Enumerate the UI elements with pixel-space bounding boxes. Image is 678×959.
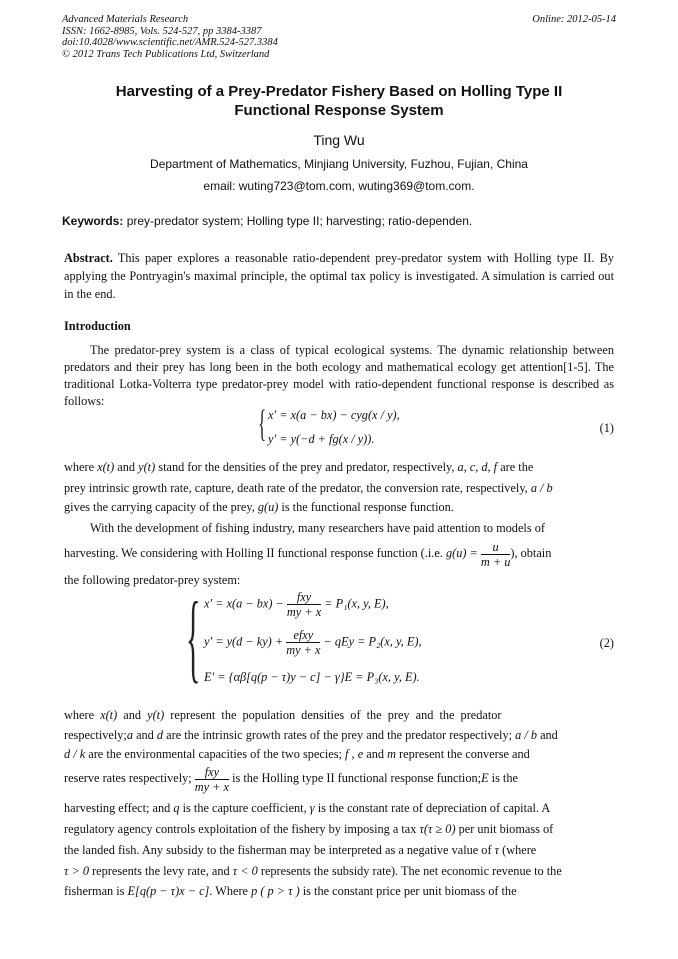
var-tau: τ <box>494 843 500 857</box>
dev-line-1: With the development of fishing industry, many researchers have paid attention to models of <box>90 521 545 535</box>
issn-line: ISSN: 1662-8985, Vols. 524-527, pp 3384-3387 <box>62 25 262 37</box>
text: fisherman is <box>64 884 125 898</box>
var-p: p <box>251 884 258 898</box>
eq2-number: (2) <box>599 636 614 650</box>
text: y′ = y(d − ky) + <box>204 634 284 649</box>
fraction <box>195 765 229 794</box>
text: . Where <box>209 884 249 898</box>
text: and <box>123 708 142 722</box>
author-email: email: wuting723@tom.com, wuting369@tom.com. <box>203 179 475 193</box>
text: the landed fish. Any subsidy to the fisherman may be interpreted as a negative value of <box>64 843 492 857</box>
eq1-line-2: y′ = y(−d + fg(x / y)). <box>268 432 375 446</box>
eq1-line-1: x′ = x(a − bx) − cyg(x / y), <box>268 408 400 422</box>
vars: a, c, d, f <box>457 460 498 474</box>
text: reserve rates respectively; <box>64 771 192 785</box>
text: is the <box>491 771 518 785</box>
journal-name: Advanced Materials Research <box>62 14 189 25</box>
var-gu: g(u) <box>257 500 279 514</box>
eq2-line-1 <box>204 590 389 619</box>
var-q: q <box>173 801 180 815</box>
text: and <box>117 460 136 474</box>
eq2-explanation-line-9 <box>64 882 614 900</box>
denominator: my + x <box>286 605 322 619</box>
eq2-brace: { <box>186 581 201 692</box>
affiliation: Department of Mathematics, Minjiang University, Fuzhou, Fujian, China <box>150 157 528 171</box>
var-gamma: γ <box>309 801 315 815</box>
text: (where <box>502 843 537 857</box>
journal-header <box>62 14 616 60</box>
text: represent the population densities of the prey and the predator <box>170 708 502 722</box>
var-tau-neg: τ < 0 <box>232 864 258 878</box>
paper-title <box>62 82 616 120</box>
text: and <box>366 747 384 761</box>
text: per unit biomass of <box>458 822 554 836</box>
abstract-label: Abstract. <box>64 251 113 265</box>
text: are the environmental capacities of the two species; <box>88 747 342 761</box>
text: and <box>136 728 154 742</box>
text: represents the subsidy rate). The net economic revenue to the <box>260 864 562 878</box>
fraction <box>287 590 321 619</box>
numerator: fxy <box>287 590 321 605</box>
doi-line: doi:10.4028/www.scientific.net/AMR.524-527.3384 <box>62 37 278 48</box>
var-f: f <box>345 747 349 761</box>
text: is the functional response function. <box>281 500 454 514</box>
intro-paragraph: The predator-prey system is a class of typical ecological systems. The dynamic relationship between predators and their prey has long been in the both ecology and mathematical ecology get attention[1-5]. The traditional Lotka-Volterra type predator-prey model with ratio-dependent functional response is described as follows: <box>64 343 614 408</box>
keywords-label: Keywords: <box>62 214 124 228</box>
text: harvesting. We considering with Holling II functional response function (.i.e. <box>64 546 443 560</box>
numerator: efxy <box>286 628 320 643</box>
var-gu: g(u) = <box>445 546 478 560</box>
denominator: my + x <box>194 779 230 794</box>
var-tau-pos: τ > 0 <box>64 864 89 878</box>
var-yt: y(t) <box>147 708 165 722</box>
denominator: m + u <box>480 554 511 569</box>
text: where <box>64 708 95 722</box>
text: represent the converse and <box>399 747 530 761</box>
eq2-explanation-line-2 <box>64 726 614 744</box>
eq2-explanation-line-7 <box>64 841 614 859</box>
keywords <box>62 214 616 228</box>
text: x′ = x(a − bx) − <box>204 596 284 611</box>
dev-line-3: the following predator-prey system: <box>64 573 241 587</box>
text: are the intrinsic growth rates of the prey and the predator respectively; <box>166 728 513 742</box>
online-date: Online: 2012-05-14 <box>532 14 616 25</box>
condition: ( p > τ ) <box>260 884 300 898</box>
eq2-explanation-line-1 <box>64 706 614 724</box>
text: are the <box>500 460 534 474</box>
revenue-expression: E[q(p − τ)x − c] <box>127 884 210 898</box>
text: represents the levy rate, and <box>92 864 230 878</box>
text: respectively; <box>64 728 127 742</box>
text: is the Holling type II functional response function; <box>232 771 482 785</box>
eq2-line-2 <box>204 628 422 657</box>
var-a: a <box>126 728 133 742</box>
denominator: my + x <box>286 643 321 657</box>
var-tau: τ(τ ≥ 0) <box>419 822 456 836</box>
text: is the capture coefficient, <box>182 801 307 815</box>
text: is the constant rate of depreciation of capital. A <box>317 801 551 815</box>
fraction-u-over-m-plus-u <box>481 540 510 569</box>
fraction <box>286 628 320 657</box>
var-xt: x(t) <box>100 708 118 722</box>
text: harvesting effect; and <box>64 801 171 815</box>
eq2-line-3: E′ = {αβ[q(p − τ)y − c] − γ}E = P₃(x, y, E). <box>204 670 420 684</box>
text: − qEy = P₂(x, y, E), <box>323 634 422 649</box>
numerator: fxy <box>195 765 229 780</box>
var-yt: y(t) <box>138 460 156 474</box>
text: gives the carrying capacity of the prey, <box>64 500 255 514</box>
text: regulatory agency controls exploitation of the fishery by imposing a tax <box>64 822 417 836</box>
var-dk: d / k <box>64 747 86 761</box>
eq1-explanation-line-2 <box>64 479 614 497</box>
var-xt: x(t) <box>97 460 115 474</box>
abstract <box>64 249 614 303</box>
title-line-1: Harvesting of a Prey-Predator Fishery Based on Holling Type II <box>115 83 563 100</box>
text: = P₁(x, y, E), <box>324 596 389 611</box>
eq2-explanation-line-4 <box>64 762 614 794</box>
var-d: d <box>156 728 164 742</box>
author-name: Ting Wu <box>313 132 365 148</box>
eq1-explanation-line-3 <box>64 498 614 516</box>
var-ab: a / b <box>515 728 537 742</box>
keywords-text: prey-predator system; Holling type II; harvesting; ratio-dependen. <box>126 214 473 228</box>
eq2-explanation-line-5 <box>64 799 614 817</box>
eq1-number: (1) <box>599 421 614 435</box>
text: prey intrinsic growth rate, capture, death rate of the predator, the conversion rate, respectively, <box>64 481 528 495</box>
dev-line-2 <box>64 537 614 569</box>
section-heading-introduction: Introduction <box>64 319 131 333</box>
var-ab: a / b <box>530 481 553 495</box>
text: ), obtain <box>510 546 552 560</box>
text: is the constant price per unit biomass of the <box>302 884 517 898</box>
eq2-explanation-line-3: d / k are the environmental capacities of the two species; f , e and m represent the converse and <box>64 747 530 761</box>
text: and <box>540 728 558 742</box>
eq2-explanation-line-8 <box>64 862 614 880</box>
eq1-explanation-line-1 <box>64 458 614 476</box>
var-e: e <box>357 747 364 761</box>
text: where <box>64 460 95 474</box>
eq2-explanation-line-6 <box>64 820 614 838</box>
numerator: u <box>481 540 510 555</box>
abstract-text: This paper explores a reasonable ratio-dependent prey-predator system with Holling type II. By applying the Pontryagin's maximal principle, the optimal tax policy is investigated. A simulation is carried out in the end. <box>64 251 614 301</box>
title-line-2: Functional Response System <box>234 102 444 119</box>
text: stand for the densities of the prey and predator, respectively, <box>158 460 455 474</box>
eq1-brace: { <box>258 403 267 445</box>
copyright-line: © 2012 Trans Tech Publications Ltd, Switzerland <box>62 48 270 60</box>
var-E: E <box>481 771 489 785</box>
var-m: m <box>387 747 396 761</box>
